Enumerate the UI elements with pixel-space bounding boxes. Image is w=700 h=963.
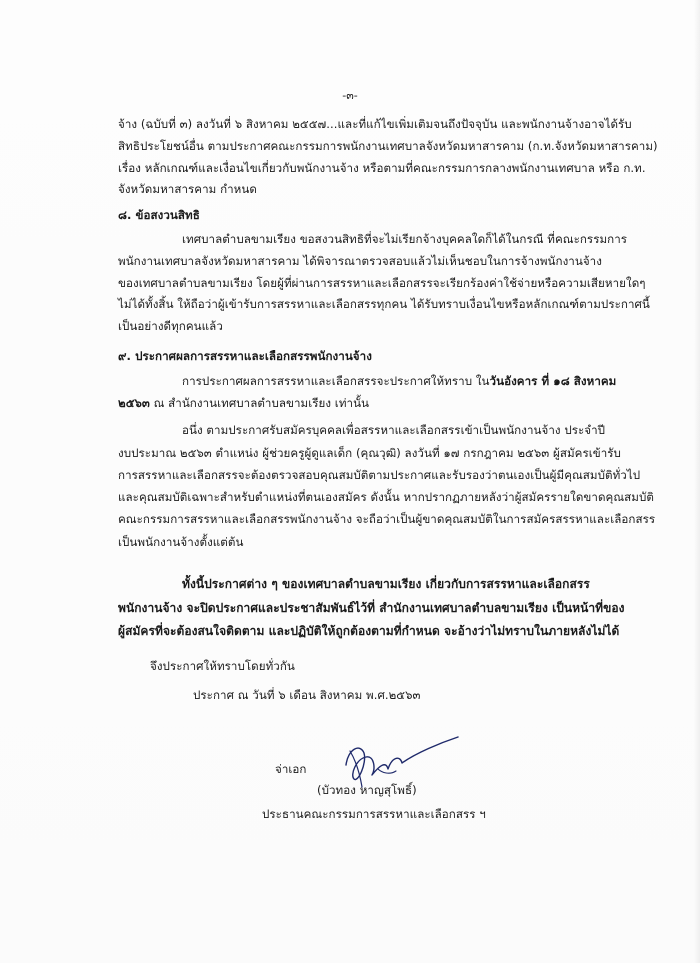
notice-line-3: ผู้สมัครที่จะต้องสนใจติดตาม และปฏิบัติให้ถูกต้องตามที่กำหนด จะอ้างว่าไม่ทราบในภายหลังไม่ได้ — [118, 624, 620, 638]
section9-p1-line-1 — [182, 374, 616, 388]
section9-p1-line2-bold: ๒๕๖๓ — [118, 396, 150, 410]
signer-name: (บัวทอง หาญสุโพธิ์) — [317, 783, 417, 797]
section9-p2-line-2: งบประมาณ ๒๕๖๓ ตำแหน่ง ผู้ช่วยครูผู้ดูแลเด็ก (คุณวุฒิ) ลงวันที่ ๑๗ กรกฎาคม ๒๕๖๓ ผู้สมัครเข้ารับ — [118, 446, 621, 460]
section9-p2-line-3: การสรรหาและเลือกสรรจะต้องตรวจสอบคุณสมบัติตามประกาศและรับรองว่าตนเองเป็นผู้มีคุณสมบัติทั่วไป — [118, 468, 641, 482]
section8-heading: ๘. ข้อสงวนสิทธิ — [118, 208, 200, 222]
section9-heading: ๙. ประกาศผลการสรรหาและเลือกสรรพนักงานจ้าง — [118, 349, 372, 363]
section8-line-1: เทศบาลตำบลขามเรียง ขอสงวนสิทธิที่จะไม่เรียกจ้างบุคคลใดก็ได้ในกรณี ที่คณะกรรมการ — [182, 232, 628, 246]
section8-line-4: ไม่ได้ทั้งสิ้น ให้ถือว่าผู้เข้ารับการสรรหาและเลือกสรรทุกคน ได้รับทราบเงื่อนไขหรือหลักเกณฑ์ตามประกาศนี้ — [118, 297, 650, 311]
notice-line-2: พนักงานจ้าง จะปิดประกาศและประชาสัมพันธ์ไว้ที่ สำนักงานเทศบาลตำบลขามเรียง เป็นหน้าที่ของ — [118, 601, 625, 615]
notice-line-1: ทั้งนี้ประกาศต่าง ๆ ของเทศบาลตำบลขามเรียง เกี่ยวกับการสรรหาและเลือกสรร — [182, 577, 590, 591]
section9-p1-line1-normal: การประกาศผลการสรรหาและเลือกสรรจะประกาศให้ทราบ ใน — [182, 374, 490, 388]
section8-line-3: ของเทศบาลตำบลขามเรียง โดยผู้ที่ผ่านการสรรหาและเลือกสรรจะเรียกร้องค่าใช้จ่ายหรือความเสียหายใดๆ — [118, 276, 646, 290]
signer-position: ประธานคณะกรรมการสรรหาและเลือกสรร ฯ — [262, 807, 486, 821]
section9-p2-line-6: เป็นพนักงานจ้างตั้งแต่ต้น — [118, 535, 244, 549]
para-top-line-1: จ้าง (ฉบับที่ ๓) ลงวันที่ ๖ สิงหาคม ๒๕๕๗...และที่แก้ไขเพิ่มเติมจนถึงปัจจุบัน และพนักงานจ้างอาจได้รับ — [118, 117, 632, 131]
page-number: -๓- — [342, 89, 358, 102]
signer-rank: จ่าเอก — [275, 762, 307, 776]
section9-p1-line1-bold: วันอังคาร ที่ ๑๘ สิงหาคม — [489, 374, 617, 388]
section9-p2-line-5: คณะกรรมการสรรหาและเลือกสรรพนักงานจ้าง จะถือว่าเป็นผู้ขาดคุณสมบัติในการสมัครสรรหาและเลือกสรร — [118, 512, 656, 526]
para-top-line-3: เรื่อง หลักเกณฑ์และเงื่อนไขเกี่ยวกับพนักงานจ้าง หรือตามที่คณะกรรมการกลางพนักงานเทศบาล หรือ ก.ท. — [118, 161, 646, 175]
page-edge-shadow — [694, 0, 700, 963]
section8-line-2: พนักงานเทศบาลจังหวัดมหาสารคาม ได้พิจารณาตรวจสอบแล้วไม่เห็นชอบในการจ้างพนักงานจ้าง — [118, 254, 602, 268]
section9-p1-line-2 — [118, 396, 369, 410]
para-top-line-4: จังหวัดมหาสารคาม กำหนด — [118, 182, 257, 196]
section9-p2-line-1: อนึ่ง ตามประกาศรับสมัครบุคคลเพื่อสรรหาและเลือกสรรเข้าเป็นพนักงานจ้าง ประจำปี — [182, 423, 606, 437]
para-top-line-2: สิทธิประโยชน์อื่น ตามประกาศคณะกรรมการพนักงานเทศบาลจังหวัดมหาสารคาม (ก.ท.จังหวัดมหาสารคาม) — [118, 139, 658, 153]
date-line: ประกาศ ณ วันที่ ๖ เดือน สิงหาคม พ.ศ.๒๕๖๓ — [193, 688, 421, 702]
section9-p1-line2-normal: ณ สำนักงานเทศบาลตำบลขามเรียง เท่านั้น — [149, 396, 370, 410]
section8-line-5: เป็นอย่างดีทุกคนแล้ว — [118, 319, 223, 333]
closing-line: จึงประกาศให้ทราบโดยทั่วกัน — [150, 659, 295, 673]
section9-p2-line-4: และคุณสมบัติเฉพาะสำหรับตำแหน่งที่ตนเองสมัคร ดังนั้น หากปรากฏภายหลังว่าผู้สมัครรายใดขาดคุณสมบัติ — [118, 490, 654, 504]
